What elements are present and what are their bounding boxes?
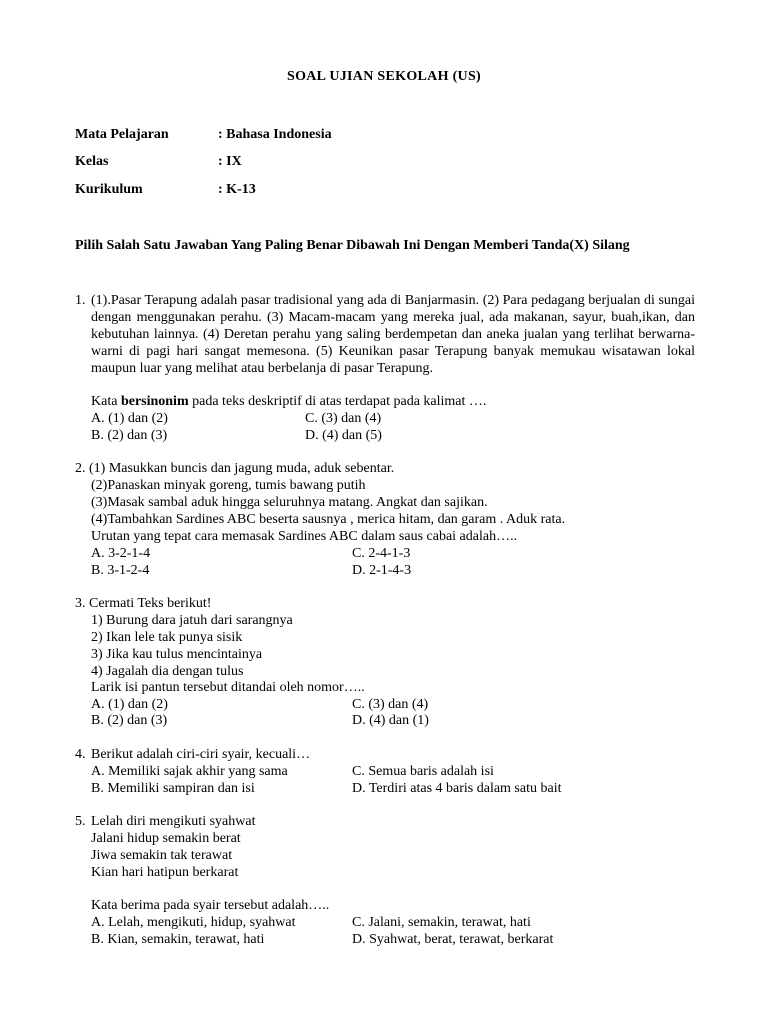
curriculum-value: : K-13 [218,182,256,197]
option-d[interactable]: D. Syahwat, berat, terawat, berkarat [352,932,554,947]
question-4-prompt: Berikut adalah ciri-ciri syair, kecuali… [91,747,311,762]
option-a[interactable]: A. Lelah, mengikuti, hidup, syahwat [91,915,296,930]
prompt-text: Kata [91,394,121,409]
prompt-text: pada teks deskriptif di atas terdapat pada kalimat …. [188,394,487,409]
question-number: 2. [75,461,86,476]
option-a[interactable]: A. (1) dan (2) [91,697,168,712]
option-c[interactable]: C. (3) dan (4) [305,411,382,426]
option-c[interactable]: C. Jalani, semakin, terawat, hati [352,915,531,930]
prompt-bold-word: bersinonim [120,394,189,409]
option-d[interactable]: D. (4) dan (1) [352,713,429,728]
question-number: 4. [75,747,86,762]
option-d[interactable]: D. 2-1-4-3 [352,563,412,578]
option-b[interactable]: B. 3-1-2-4 [91,563,150,578]
option-b[interactable]: B. Memiliki sampiran dan isi [91,781,255,796]
question-3-line: 3) Jika kau tulus mencintainya [91,647,263,662]
question-2-prompt: Urutan yang tepat cara memasak Sardines ABC dalam saus cabai adalah….. [91,529,518,544]
question-3-line: 2) Ikan lele tak punya sisik [91,630,243,645]
option-c[interactable]: C. Semua baris adalah isi [352,764,494,779]
class-label: Kelas [75,154,109,169]
question-5-prompt: Kata berima pada syair tersebut adalah….. [91,898,330,913]
option-d[interactable]: D. (4) dan (5) [305,428,382,443]
question-number: 3. [75,596,86,611]
option-b[interactable]: B. (2) dan (3) [91,428,168,443]
question-3-prompt: Larik isi pantun tersebut ditandai oleh nomor….. [91,680,365,695]
option-c[interactable]: C. (3) dan (4) [352,697,429,712]
question-2-line: (4)Tambahkan Sardines ABC beserta sausnya , merica hitam, dan garam . Aduk rata. [91,512,566,527]
document-title: SOAL UJIAN SEKOLAH (US) [287,69,481,84]
poem-line: Jiwa semakin tak terawat [91,848,233,863]
subject-value: : Bahasa Indonesia [218,127,332,142]
poem-line: Lelah diri mengikuti syahwat [91,814,256,829]
poem-line: Jalani hidup semakin berat [91,831,241,846]
subject-label: Mata Pelajaran [75,127,169,142]
question-3-line: 4) Jagalah dia dengan tulus [91,664,244,679]
question-number: 1. [75,293,86,308]
question-1-prompt [91,393,486,410]
question-3-line: Cermati Teks berikut! [89,596,212,611]
question-2-line: (3)Masak sambal aduk hingga seluruhnya matang. Angkat dan sajikan. [91,495,488,510]
question-1-paragraph: (1).Pasar Terapung adalah pasar tradisional yang ada di Banjarmasin. (2) Para pedagang berjualan di sungai dengan menggunakan perahu. (3) Macam-macam yang mereka jual, ada makanan, sayur, buah,ikan, dan kebutuhan lainnya. (4) Deretan perahu yang saling berdempetan dan aneka jualan yang terlihat berwarna-warni di pagi hari sangat memesona. (5) Keunikan pasar Terapung banyak memukau wisatawan lokal maupun luar yang melihat atau berbelanja di pasar Terapung. [91,293,695,376]
poem-line: Kian hari hatipun berkarat [91,865,239,880]
question-2-line: (2)Panaskan minyak goreng, tumis bawang putih [91,478,366,493]
question-number: 5. [75,814,86,829]
question-2-line: (1) Masukkan buncis dan jagung muda, aduk sebentar. [89,461,395,476]
option-c[interactable]: C. 2-4-1-3 [352,546,411,561]
option-b[interactable]: B. (2) dan (3) [91,713,168,728]
option-d[interactable]: D. Terdiri atas 4 baris dalam satu bait [352,781,562,796]
curriculum-label: Kurikulum [75,182,143,197]
option-a[interactable]: A. 3-2-1-4 [91,546,151,561]
option-b[interactable]: B. Kian, semakin, terawat, hati [91,932,265,947]
question-3-line: 1) Burung dara jatuh dari sarangnya [91,613,293,628]
option-a[interactable]: A. Memiliki sajak akhir yang sama [91,764,288,779]
option-a[interactable]: A. (1) dan (2) [91,411,168,426]
class-value: : IX [218,154,242,169]
instruction-text: Pilih Salah Satu Jawaban Yang Paling Benar Dibawah Ini Dengan Memberi Tanda(X) Silang [75,238,630,253]
